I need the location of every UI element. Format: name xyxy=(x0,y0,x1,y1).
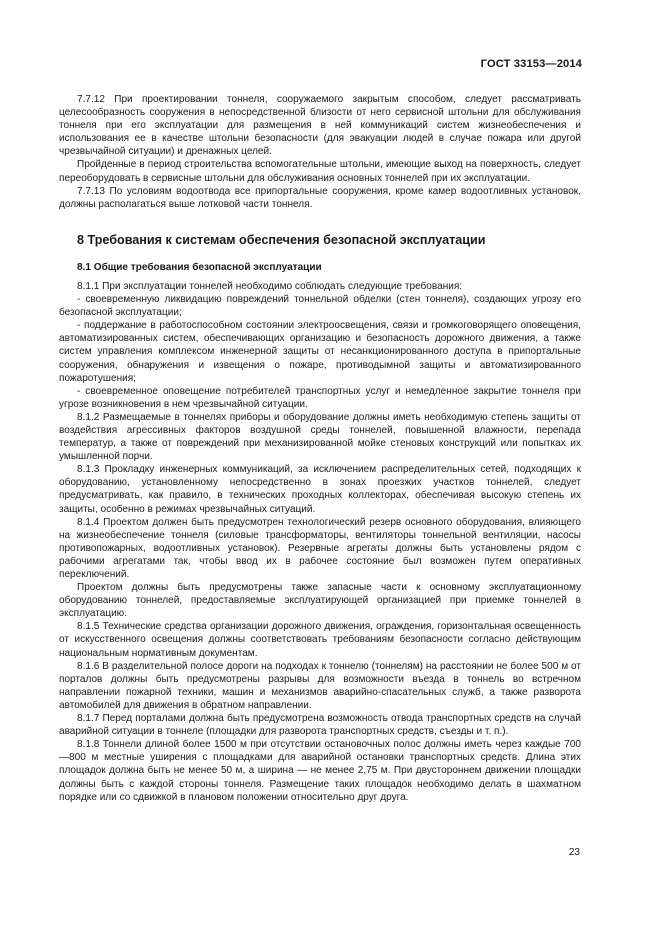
paragraph-8-1-7: 8.1.7 Перед порталами должна быть предусмотрена возможность отвода транспортных средств на случай аварийной ситуации в тоннеле (площадки для разворота транспортных средств, съезды и т. п.). xyxy=(59,713,581,738)
page-content xyxy=(59,93,581,804)
requirement-item: - поддержание в работоспособном состоянии электроосвещения, связи и громкоговорящего оповещения, автоматизированных систем, обеспечивающих организацию и безопасность дорожного движения, а также систем управления комплексом инженерной защиты от несанкционированного доступа в припортальные сооружения, обнаружения и извещения о пожаре, противодымной защиты и автоматизированного пожаротушения; xyxy=(59,320,581,384)
paragraph-8-1-8: 8.1.8 Тоннели длиной более 1500 м при отсутствии остановочных полос должны иметь через каждые 700—800 м местные уширения с площадками для аварийной остановки транспортных средств. Длина этих площадок должна быть не менее 50 м, а ширина — не менее 2,75 м. При двустороннем движении площадки должны быть с каждой стороны тоннеля. Размещение таких площадок необходимо делать в шахматном порядке или со сдвижкой в плановом положении относительно друг друга. xyxy=(59,739,581,803)
requirement-item: - своевременную ликвидацию повреждений тоннельной обделки (стен тоннеля), создающих угрозу его безопасной эксплуатации; xyxy=(59,294,581,319)
paragraph-7-7-12-continuation: Пройденные в период строительства вспомогательные штольни, имеющие выход на поверхность, следует переоборудовать в сервисные штольни для обслуживания основных тоннелей при их эксплуатации. xyxy=(59,159,581,184)
section-8-title: 8 Требования к системам обеспечения безопасной эксплуатации xyxy=(77,232,486,247)
paragraph-8-1-4-continuation: Проектом должны быть предусмотрены также запасные части к основному эксплуатационному оборудованию тоннелей, предоставляемые эксплуатирующей организацией при приемке тоннелей в эксплуатацию. xyxy=(59,582,581,620)
subsection-8-1-title: 8.1 Общие требования безопасной эксплуатации xyxy=(77,261,322,273)
paragraph-7-7-12: 7.7.12 При проектировании тоннеля, сооружаемого закрытым способом, следует рассматривать целесообразность сооружения в непосредственной близости от него сервисной штольни для обслуживания тоннеля при его эксплуатации для размещения в ней коммуникаций систем жизнеобеспечения и использования ее в качестве штольни безопасности (для эвакуации людей в случае пожара или другой чрезвычайной ситуации) и дренажных целей. xyxy=(59,94,581,158)
paragraph-8-1-5: 8.1.5 Технические средства организации дорожного движения, ограждения, горизонтальная освещенность от искусственного освещения должны соответствовать требованиям безопасности согласно действующим национальным нормативным документам. xyxy=(59,621,581,659)
paragraph-7-7-13: 7.7.13 По условиям водоотвода все припортальные сооружения, кроме камер водоотливных установок, должны располагаться выше лотковой части тоннеля. xyxy=(59,185,581,210)
paragraph-8-1-6: 8.1.6 В разделительной полосе дороги на подходах к тоннелю (тоннелям) на расстоянии не более 500 м от порталов должны быть предусмотрены разрывы для возможности въезда в тоннель во встречном направлении пожарной техники, машин и механизмов аварийно-спасательных служб, а также разворота автомобилей для движения в обратном направлении. xyxy=(59,660,581,711)
requirement-item: - своевременное оповещение потребителей транспортных услуг и немедленное закрытие тоннеля при угрозе возникновения в нем чрезвычайной ситуации. xyxy=(59,385,581,410)
paragraph-8-1-2: 8.1.2 Размещаемые в тоннелях приборы и оборудование должны иметь необходимую степень защиты от воздействия агрессивных факторов воздушной среды тоннелей, повышенной влажности, перепада температур, а также от повреждений при механизированной мойке стеновых конструкций или попытках их умышленной порчи. xyxy=(59,411,581,463)
paragraph-8-1-3: 8.1.3 Прокладку инженерных коммуникаций, за исключением распределительных сетей, подходящих к оборудованию, установленному непосредственно в зонах проезжих участков тоннелей, следует предусматривать, как правило, в технических проходных коллекторах, обеспечивая высокую степень их защиты, особенно в режимах чрезвычайных ситуаций. xyxy=(59,464,581,515)
page-number: 23 xyxy=(568,847,580,858)
paragraph-8-1-4: 8.1.4 Проектом должен быть предусмотрен технологический резерв основного оборудования, влияющего на жизнеобеспечение тоннеля (силовые трансформаторы, вентиляторы тоннельной вентиляции, насосы противопожарных, водоотливных установок). Резервные агрегаты должны быть установлены рядом с рабочими агрегатами так, чтобы ввод их в рабочее состояние был возможен путем оперативных переключений. xyxy=(59,516,581,580)
paragraph-8-1-1: 8.1.1 При эксплуатации тоннелей необходимо соблюдать следующие требования: xyxy=(77,280,463,292)
standard-header: ГОСТ 33153—2014 xyxy=(480,58,582,70)
